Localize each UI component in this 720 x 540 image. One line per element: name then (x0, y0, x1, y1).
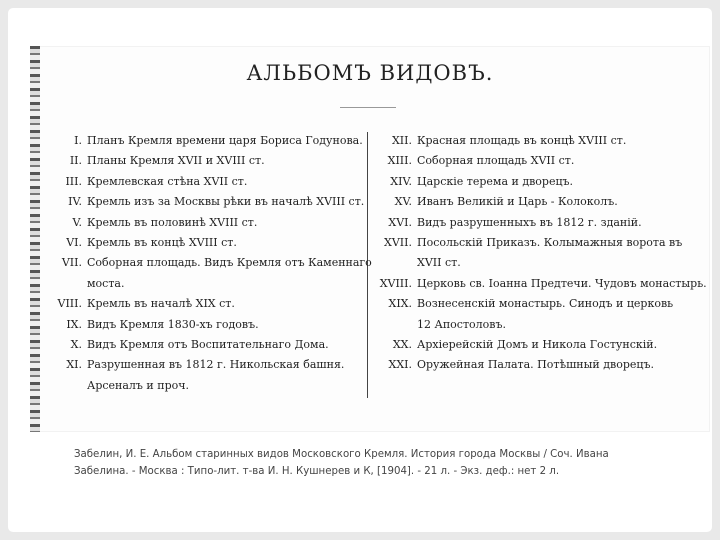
item-text: Архіерейскій Домъ и Никола Гостунскій. (417, 338, 658, 352)
list-item (30, 335, 364, 355)
slide (8, 8, 712, 532)
bibliographic-caption (74, 446, 694, 480)
item-text: Красная площадь въ концѣ XVIII ст. (417, 134, 627, 147)
item-number: XIX. (388, 297, 412, 311)
list-item (370, 172, 710, 192)
list-item (370, 274, 710, 294)
item-text: Видъ Кремля 1830-хъ годовъ. (87, 317, 259, 331)
list-item (30, 233, 364, 253)
item-text: Планы Кремля XVII и XVIII ст. (87, 154, 265, 168)
item-number: XI. (66, 358, 82, 372)
item-text: XVII ст. (417, 256, 461, 270)
item-number: III. (65, 174, 82, 188)
list-item (30, 253, 372, 273)
item-text: Кремль въ концѣ XVIII ст. (87, 236, 237, 250)
item-text: Соборная площадь. Видъ Кремля отъ Каменнаго (87, 256, 372, 270)
item-number: XXI. (388, 358, 412, 372)
item-text: моста. (87, 276, 125, 290)
item-number: XV. (394, 195, 412, 209)
item-text: Планъ Кремля времени царя Бориса Годунова. (87, 134, 363, 147)
list-item (30, 294, 364, 314)
caption-line: Забелин, И. Е. Альбом старинных видов Московского Кремля. История города Москвы / Соч. Ивана (74, 449, 609, 460)
title-divider (340, 107, 396, 108)
item-number: IX. (66, 317, 82, 331)
item-number: VIII. (57, 297, 82, 311)
list-item-continuation (30, 376, 364, 396)
item-text: Разрушенная въ 1812 г. Никольская башня. (87, 358, 345, 372)
item-number: XVII. (384, 236, 412, 250)
list-item (30, 213, 364, 233)
item-text: Кремль въ половинѣ XVIII ст. (87, 215, 258, 229)
item-text: Иванъ Великій и Царь - Колоколъ. (417, 195, 618, 209)
item-text: Видъ разрушенныхъ въ 1812 г. зданій. (417, 215, 642, 229)
list-item (30, 131, 364, 151)
item-number: IV. (68, 195, 82, 209)
list-item (30, 172, 364, 192)
item-number: II. (69, 154, 82, 168)
list-item (370, 213, 710, 233)
right-column (370, 131, 710, 376)
item-text: Кремль изъ за Москвы рѣки въ началѣ XVIII ст. (87, 195, 365, 209)
item-number: XII. (391, 134, 412, 147)
list-item (370, 131, 710, 151)
item-number: V. (72, 215, 82, 229)
list-item (370, 151, 710, 171)
list-item (30, 355, 364, 375)
item-number: VII. (61, 256, 82, 270)
list-item (370, 192, 710, 212)
item-text: Церковь св. Іоанна Предтечи. Чудовъ монастырь. (417, 276, 707, 290)
item-text: Видъ Кремля отъ Воспитательнаго Дома. (87, 338, 329, 352)
item-text: Арсеналъ и проч. (87, 378, 190, 392)
list-item-continuation (30, 274, 364, 294)
item-number: I. (74, 134, 82, 147)
item-text: 12 Апостоловъ. (417, 317, 506, 331)
list-item-continuation (370, 253, 710, 273)
album-title: АЛЬБОМЪ ВИДОВЪ. (246, 61, 494, 85)
item-text: Оружейная Палата. Потѣшный дворецъ. (417, 358, 654, 372)
list-item (30, 192, 364, 212)
item-number: VI. (66, 236, 82, 250)
caption-line: Забелина. - Москва : Типо-лит. т-ва И. Н. Кушнерев и К, [1904]. - 21 л. - Экз. деф.: нет 2 л. (74, 466, 560, 477)
item-number: XIII. (387, 154, 412, 168)
left-column (30, 131, 372, 396)
item-text: Посольскій Приказъ. Колымажныя ворота въ (417, 236, 683, 250)
item-text: Царскіе терема и дворецъ. (417, 174, 574, 188)
item-number: X. (70, 338, 82, 352)
scanned-page-image (30, 46, 710, 432)
list-item (370, 335, 710, 355)
item-text: Кремль въ началѣ XIX ст. (87, 297, 235, 311)
item-text: Вознесенскій монастырь. Синодъ и церковь (417, 297, 674, 311)
list-item (30, 315, 364, 335)
list-item (370, 294, 710, 314)
item-number: XVI. (388, 215, 412, 229)
item-number: XIV. (390, 174, 412, 188)
item-text: Кремлевская стѣна XVII ст. (87, 174, 248, 188)
list-item-continuation (370, 315, 710, 335)
list-item (370, 355, 710, 375)
list-item (370, 233, 710, 253)
item-number: XX. (392, 338, 412, 352)
item-text: Соборная площадь XVII ст. (417, 154, 575, 168)
item-number: XVIII. (379, 276, 412, 290)
list-item (30, 151, 364, 171)
